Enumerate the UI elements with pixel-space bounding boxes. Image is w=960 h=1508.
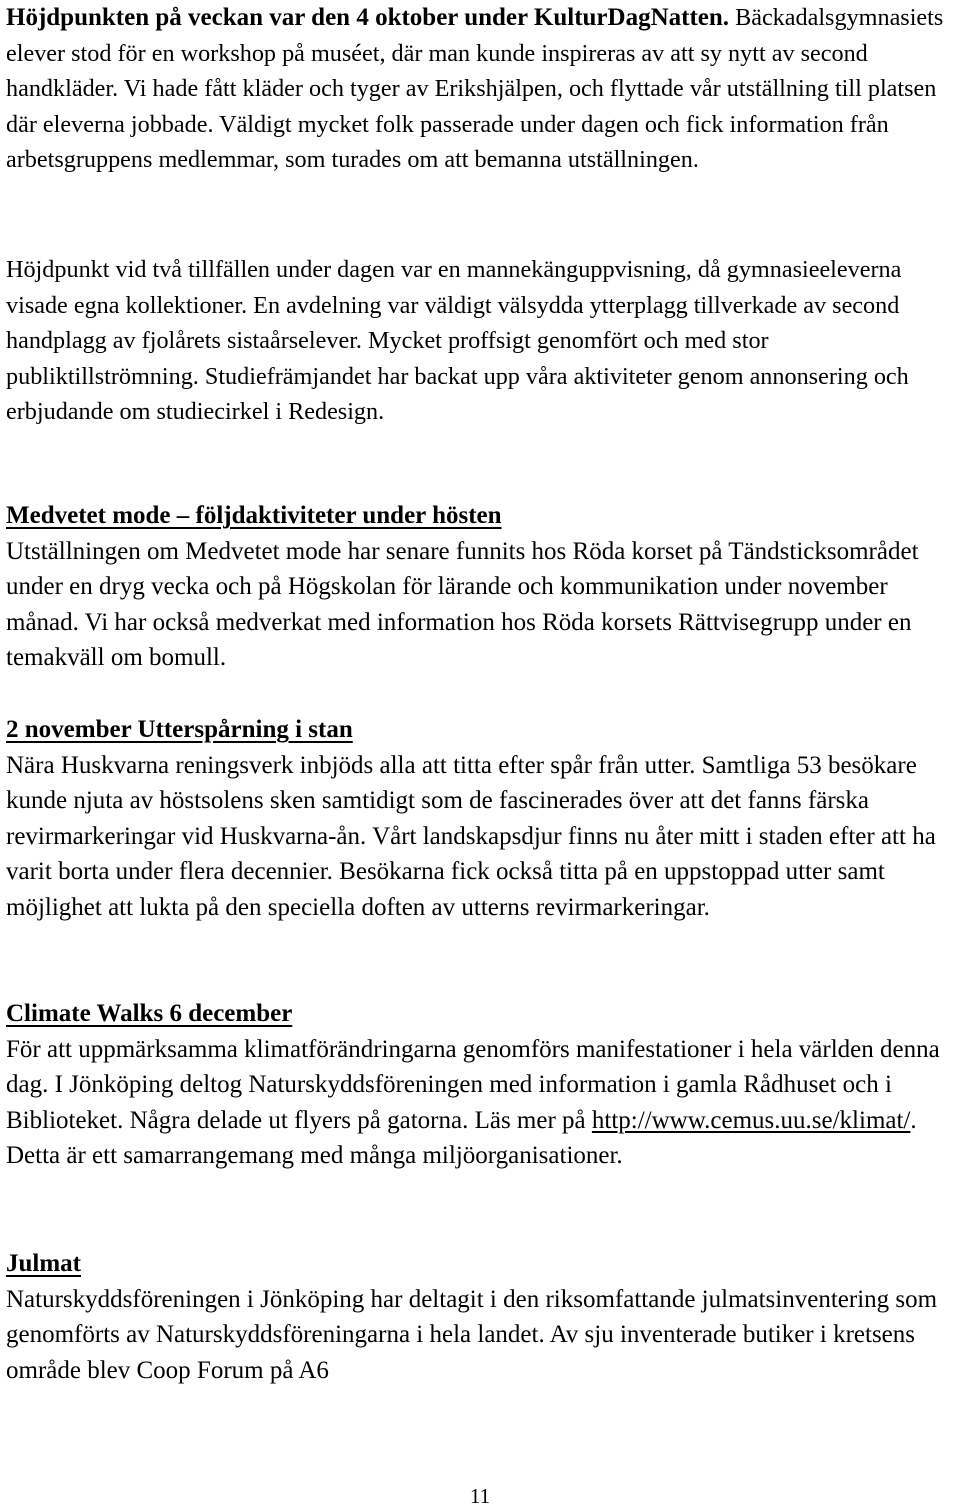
- climate-body-after: . Detta är ett samarrangemang med många miljöorganisationer.: [6, 1106, 917, 1169]
- julmat-section: [6, 1246, 960, 1388]
- climate-walks-heading-text: Climate Walks 6 december: [6, 1000, 293, 1027]
- julmat-heading: [6, 1246, 960, 1282]
- utter-body: Nära Huskvarna reningsverk inbjöds alla att titta efter spår från utter. Samtliga 53 besökare kunde njuta av höstsolens sken samtidigt som de fascinerades över att det fanns färska revirmarkeringar vid Huskvarna-ån. Vårt landskapsdjur finns nu åter mitt i staden efter att ha varit borta under flera decennier. Besökarna fick också titta på en uppstoppad utter samt möjlighet att lukta på den speciella doften av utterns revirmarkeringar.: [6, 751, 936, 921]
- climate-walks-section: [6, 996, 960, 1174]
- document-page: [6, 0, 958, 1384]
- utter-section: [6, 712, 958, 925]
- fashion-show-paragraph: Höjdpunkt vid två tillfällen under dagen var en mannekänguppvisning, då gymnasieeleverna visade egna kollektioner. En avdelning var väldigt välsydda ytterplagg tillverkade av second handplagg av fjolårets sistaårselever. Mycket proffsigt genomfört och med stor publiktillströmning. Studiefrämjandet har backat upp våra aktiviteter genom annonsering och erbjudande om studiecirkel i Redesign.: [6, 256, 909, 425]
- medvetet-mode-heading: [6, 498, 958, 534]
- climate-walks-heading: [6, 996, 960, 1032]
- utter-heading-text: 2 november Utterspårning i stan: [6, 716, 353, 743]
- julmat-heading-text: Julmat: [6, 1250, 81, 1277]
- intro-text: Bäckadalsgymnasiets elever stod för en workshop på muséet, där man kunde inspireras av att sy nytt av second handkläder. Vi hade fått kläder och tyger av Erikshjälpen, och flyttade vår utställning till platsen där eleverna jobbade. Väldigt mycket folk passerade under dagen och fick information från arbetsgruppens medlemmar, som turades om att bemanna utställningen.: [6, 4, 944, 174]
- utter-heading: [6, 712, 958, 748]
- page-number: 11: [469, 1484, 491, 1508]
- climate-walks-body: [6, 1032, 960, 1174]
- intro-bold-lead: Höjdpunkten på veckan var den 4 oktober under KulturDagNatten.: [6, 4, 730, 31]
- cemus-link[interactable]: http://www.cemus.uu.se/klimat/: [591, 1106, 911, 1134]
- fashion-show-section: [6, 252, 958, 430]
- intro-paragraph: [6, 0, 958, 178]
- medvetet-mode-heading-text: Medvetet mode – följdaktiviteter under hösten: [6, 502, 502, 529]
- medvetet-mode-section: [6, 498, 958, 676]
- medvetet-mode-body: Utställningen om Medvetet mode har senare funnits hos Röda korset på Tändsticksområdet under en dryg vecka och på Högskolan för lärande och kommunikation under november månad. Vi har också medverkat med information hos Röda korsets Rättvisegrupp under en temakväll om bomull.: [6, 537, 919, 671]
- julmat-body: Naturskyddsföreningen i Jönköping har deltagit i den riksomfattande julmatsinventering som genomförts av Naturskyddsföreningarna i hela landet. Av sju inventerade butiker i kretsens område blev Coop Forum på A6: [6, 1285, 938, 1384]
- climate-body-before: För att uppmärksamma klimatförändringarna genomförs manifestationer i hela världen denna dag. I Jönköping deltog Naturskyddsföreningen med information i gamla Rådhuset och i Biblioteket. Några delade ut flyers på gatorna. Läs mer på: [6, 1035, 940, 1134]
